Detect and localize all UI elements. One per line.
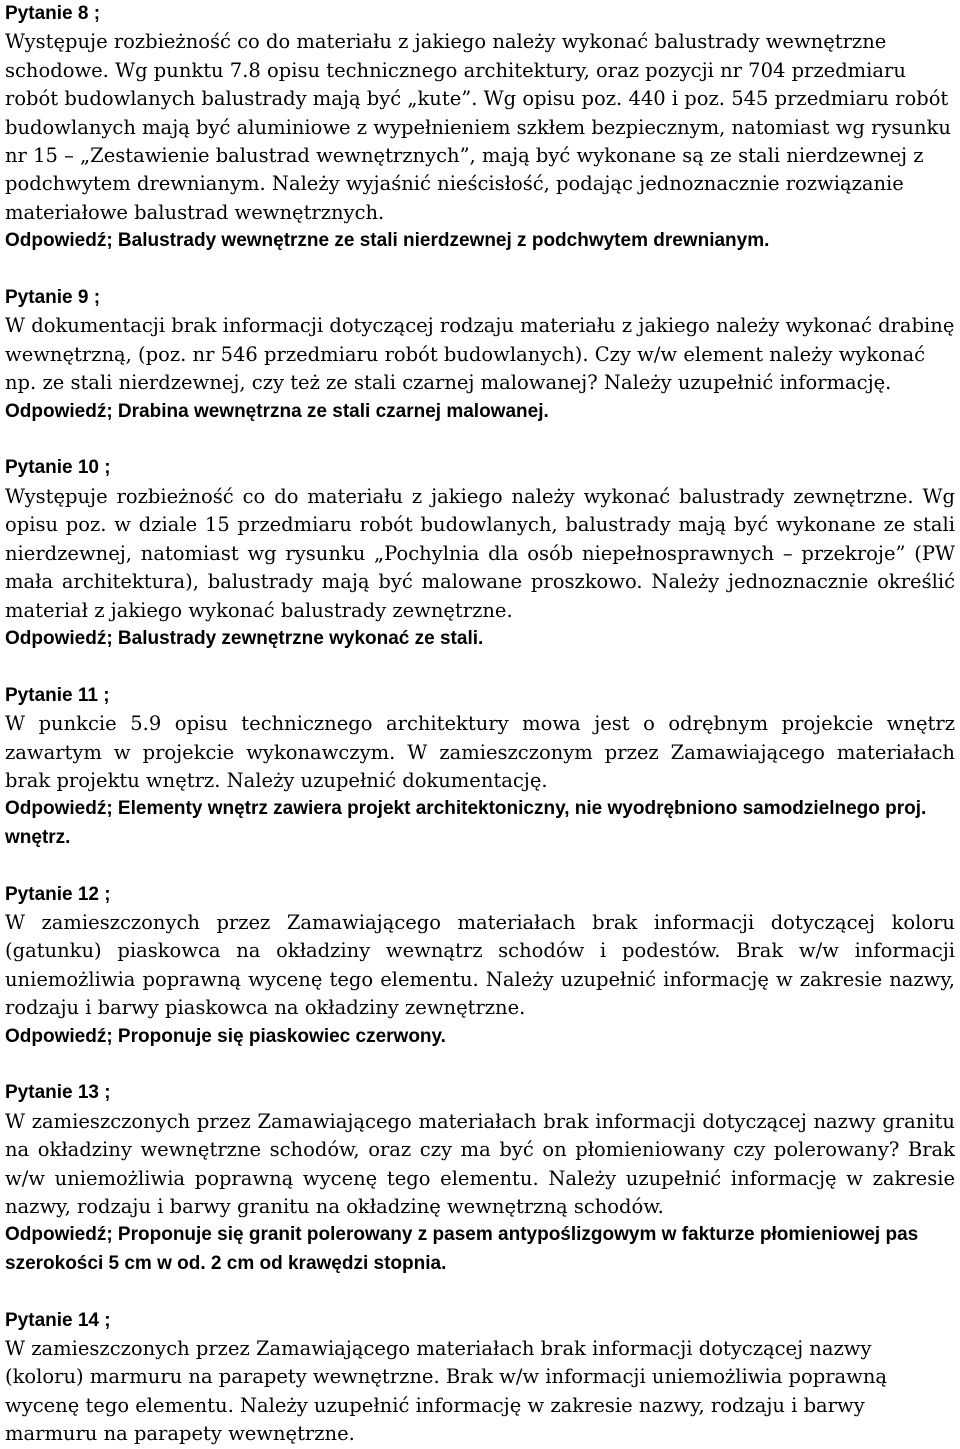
question-12 [5,881,955,1051]
question-body: W punkcie 5.9 opisu technicznego architektury mowa jest o odrębnym projekcie wnętrz zawartym w projekcie wykonawczym. W zamieszczonym przez Zamawiającego materiałach brak projektu wnętrz. Należy uzupełnić dokumentację. [5,712,955,792]
question-body: W zamieszczonych przez Zamawiającego materiałach brak informacji dotyczącej koloru (gatunku) piaskowca na okładziny wewnątrz schodów i podestów. Brak w/w informacji uniemożliwia poprawną wycenę tego elementu. Należy uzupełnić informację w zakresie nazwy, rodzaju i barwy piaskowca na okładziny zewnętrzne. [5,910,955,1020]
spacer [5,1278,955,1306]
question-body: Występuje rozbieżność co do materiału z jakiego należy wykonać balustrady wewnętrzne schodowe. Wg punktu 7.8 opisu technicznego architektury, oraz pozycji nr 704 przedmiaru robót budowlanych balustrady mają być „kute”. Wg opisu poz. 440 i poz. 545 przedmiaru robót budowlanych mają być aluminiowe z wypełnieniem szkłem bezpiecznym, natomiast wg rysunku nr 15 – „Zestawienie balustrad wewnętrznych”, mają być wykonane są ze stali nierdzewnej z podchwytem drewnianym. Należy wyjaśnić nieścisłość, podając jednoznacznie rozwiązanie materiałowe balustrad wewnętrznych. [5,30,951,224]
question-body: W zamieszczonych przez Zamawiającego materiałach brak informacji dotyczącej nazwy granitu na okładziny wewnętrzne schodów, oraz czy ma być on płomieniowany czy polerowany? Brak w/w uniemożliwia poprawną wycenę tego elementu. Należy uzupełnić informację w zakresie nazwy, rodzaju i barwy granitu na okładzinę wewnętrzną schodów. [5,1109,955,1218]
document-page [5,0,955,1449]
question-title: Pytanie 10 ; [5,457,111,479]
question-title: Pytanie 14 ; [5,1309,111,1331]
question-14 [5,1307,955,1449]
spacer [5,256,955,284]
question-11 [5,682,955,852]
question-title: Pytanie 13 ; [5,1082,111,1104]
question-answer: Odpowiedź; Balustrady zewnętrzne wykonać ze stali. [5,627,484,649]
question-answer: Odpowiedź; Elementy wnętrz zawiera projekt architektoniczny, nie wyodrębniono samodzielnego proj. wnętrz. [5,798,927,848]
question-answer: Odpowiedź; Proponuje się piaskowiec czerwony. [5,1025,446,1047]
question-answer: Odpowiedź; Drabina wewnętrzna ze stali czarnej malowanej. [5,400,549,422]
question-title: Pytanie 12 ; [5,883,111,905]
question-8 [5,0,955,256]
question-answer: Odpowiedź; Proponuje się granit polerowany z pasem antypoślizgowym w fakturze płomieniowej pas szerokości 5 cm w od. 2 cm od krawędzi stopnia. [5,1224,919,1274]
question-body: W dokumentacji brak informacji dotyczącej rodzaju materiału z jakiego należy wykonać drabinę wewnętrzną, (poz. nr 546 przedmiaru robót budowlanych). Czy w/w element należy wykonać np. ze stali nierdzewnej, czy też ze stali czarnej malowanej? Należy uzupełnić informację. [5,314,955,395]
question-body: W zamieszczonych przez Zamawiającego materiałach brak informacji dotyczącej nazwy (koloru) marmuru na parapety wewnętrzne. Brak w/w informacji uniemożliwia poprawną wycenę tego elementu. Należy uzupełnić informację w zakresie nazwy, rodzaju i barwy marmuru na parapety wewnętrzne. [5,1337,888,1446]
question-10 [5,454,955,653]
question-answer: Odpowiedź; Balustrady wewnętrzne ze stali nierdzewnej z podchwytem drewnianym. [5,230,770,252]
spacer [5,426,955,454]
question-title: Pytanie 9 ; [5,287,101,309]
question-title: Pytanie 8 ; [5,3,101,24]
question-body: Występuje rozbieżność co do materiału z jakiego należy wykonać balustrady zewnętrzne. Wg opisu poz. w dziale 15 przedmiaru robót budowlanych, balustrady mają być wykonane ze stali nierdzewnej, natomiast wg rysunku „Pochylnia dla osób niepełnosprawnych – przekroje” (PW mała architektura), balustrady mają być malowane proszkowo. Należy jednoznacznie określić materiał z jakiego wykonać balustrady zewnętrzne. [5,484,955,622]
spacer [5,1051,955,1079]
spacer [5,653,955,681]
question-13 [5,1079,955,1278]
question-9 [5,284,955,426]
question-title: Pytanie 11 ; [5,684,110,706]
spacer [5,852,955,880]
